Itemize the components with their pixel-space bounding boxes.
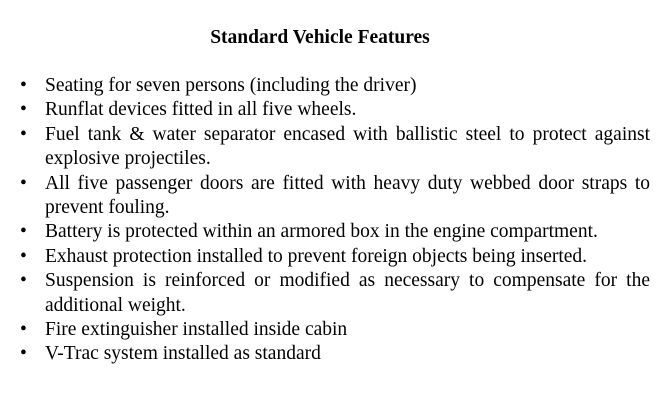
bullet-icon: • <box>20 343 27 365</box>
feature-text: V-Trac system installed as standard <box>45 343 321 365</box>
feature-text: Fire extinguisher installed inside cabin <box>45 319 348 341</box>
feature-item-v-trac <box>20 342 650 366</box>
bullet-icon: • <box>20 99 27 121</box>
feature-item-exhaust <box>20 245 650 269</box>
bullet-icon: • <box>20 245 27 267</box>
feature-item-battery <box>20 220 650 244</box>
feature-text: Seating for seven persons (including the driver) <box>45 75 417 96</box>
bullet-icon: • <box>20 221 27 243</box>
bullet-icon: • <box>20 270 27 292</box>
feature-item-fire-extinguisher <box>20 318 650 342</box>
bullet-icon: • <box>20 172 27 194</box>
feature-text: All five passenger doors are fitted with heavy duty webbed door straps to prevent fouling. <box>45 172 650 219</box>
feature-text: Fuel tank & water separator encased with ballistic steel to protect against explosive projectiles. <box>45 123 650 170</box>
feature-item-suspension <box>20 269 650 318</box>
feature-item-seating <box>20 74 650 98</box>
features-list <box>20 74 650 367</box>
page-title: Standard Vehicle Features <box>210 27 430 48</box>
feature-text: Battery is protected within an armored box in the engine compartment. <box>45 221 598 243</box>
feature-text: Runflat devices fitted in all five wheels. <box>45 99 357 121</box>
feature-text: Exhaust protection installed to prevent foreign objects being inserted. <box>45 245 588 267</box>
feature-item-door-straps <box>20 172 650 221</box>
bullet-icon: • <box>20 319 27 341</box>
bullet-icon: • <box>20 75 27 96</box>
feature-item-fuel-tank <box>20 123 650 172</box>
feature-item-runflat <box>20 98 650 122</box>
feature-text: Suspension is reinforced or modified as necessary to compensate for the additional weight. <box>45 270 650 316</box>
bullet-icon: • <box>20 123 27 145</box>
